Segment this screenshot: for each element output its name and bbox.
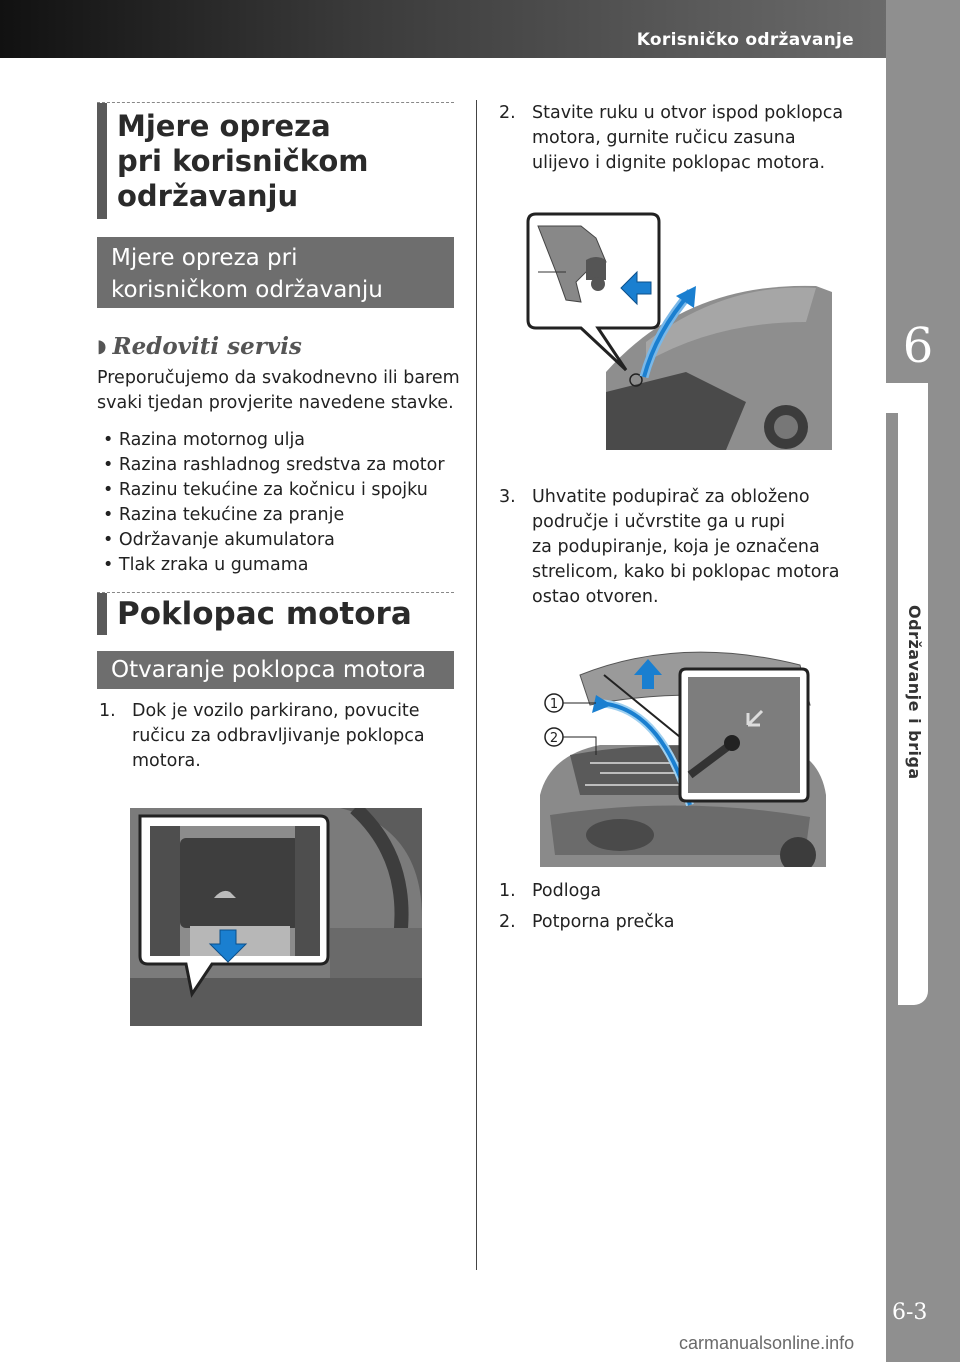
step-number: 1.	[99, 701, 116, 721]
legend-item	[499, 876, 674, 907]
subsection-band	[97, 237, 454, 308]
step-3	[499, 485, 864, 610]
heading-bar	[97, 593, 107, 635]
step-2	[499, 101, 864, 176]
step-text	[499, 485, 864, 610]
section-title-line: pri korisničkom	[117, 144, 369, 178]
section-heading-hood	[97, 592, 454, 636]
list-item: • Održavanje akumulatora	[103, 528, 445, 553]
paragraph-line: svaki tjedan provjerite navedene stavke.	[97, 393, 454, 413]
step-line: ulijevo i dignite poklopac motora.	[532, 153, 826, 173]
list-item: • Razina tekućine za pranje	[103, 503, 445, 528]
section-heading-precautions	[97, 102, 454, 220]
callout-marker-2: 2	[549, 731, 559, 746]
list-item: • Tlak zraka u gumama	[103, 553, 445, 578]
check-items-list	[103, 428, 445, 578]
step-line: Uhvatite podupirač za obloženo	[532, 487, 810, 507]
step-line: područje i učvrstite ga u rupi	[532, 512, 786, 532]
legend-item	[499, 907, 674, 938]
step-line: ručicu za odbravljivanje poklopca	[132, 726, 425, 746]
chapter-label: Održavanje i briga	[905, 605, 924, 780]
legend-number: 1.	[499, 881, 516, 901]
watermark: carmanualsonline.info	[679, 1333, 855, 1353]
list-item: • Razina motornog ulja	[103, 428, 445, 453]
step-text	[99, 699, 459, 774]
step-line: ostao otvoren.	[532, 587, 659, 607]
subheading-text: Redoviti servis	[112, 333, 302, 360]
step-line: motora.	[132, 751, 201, 771]
heading-bar	[97, 103, 107, 219]
subsection-band: Otvaranje poklopca motora	[97, 651, 454, 689]
paragraph-line: Preporučujemo da svakodnevno ili barem	[97, 368, 460, 388]
step-1	[99, 699, 459, 774]
step-line: strelicom, kako bi poklopac motora	[532, 562, 840, 582]
legend-number: 2.	[499, 912, 516, 932]
hood-release-lever-illustration	[130, 808, 422, 1026]
section-title-line: održavanju	[117, 179, 299, 213]
hood-stay-illustration	[540, 645, 826, 867]
running-header: Korisničko održavanje	[636, 30, 854, 50]
step-line: Dok je vozilo parkirano, povucite	[132, 701, 420, 721]
step-line: za podupiranje, koja je označena	[532, 537, 820, 557]
list-item: • Razina rashladnog sredstva za motor	[103, 453, 445, 478]
section-title: Poklopac motora	[117, 596, 412, 632]
callout-marker-1: 1	[549, 697, 559, 712]
section-title-line: Mjere opreza	[117, 109, 331, 143]
step-line: motora, gurnite ručicu zasuna	[532, 128, 796, 148]
subheading-regular-service	[97, 333, 302, 360]
callout-legend	[499, 876, 674, 938]
hood-latch-illustration	[526, 212, 832, 450]
step-number: 3.	[499, 487, 516, 507]
list-item: • Razinu tekućine za kočnicu i spojku	[103, 478, 445, 503]
chapter-number: 6	[902, 318, 934, 374]
step-line: Stavite ruku u otvor ispod poklopca	[532, 103, 844, 123]
section-title	[117, 109, 368, 214]
subheading-marker-icon: ◗	[97, 336, 107, 357]
band-line: korisničkom održavanju	[111, 277, 383, 303]
intro-paragraph	[97, 366, 460, 416]
page-number: 6-3	[892, 1300, 928, 1325]
band-line: Mjere opreza pri	[111, 245, 298, 271]
column-divider	[476, 100, 477, 1270]
legend-label: Podloga	[532, 881, 602, 901]
step-number: 2.	[499, 103, 516, 123]
step-text	[499, 101, 864, 176]
legend-label: Potporna prečka	[532, 912, 675, 932]
